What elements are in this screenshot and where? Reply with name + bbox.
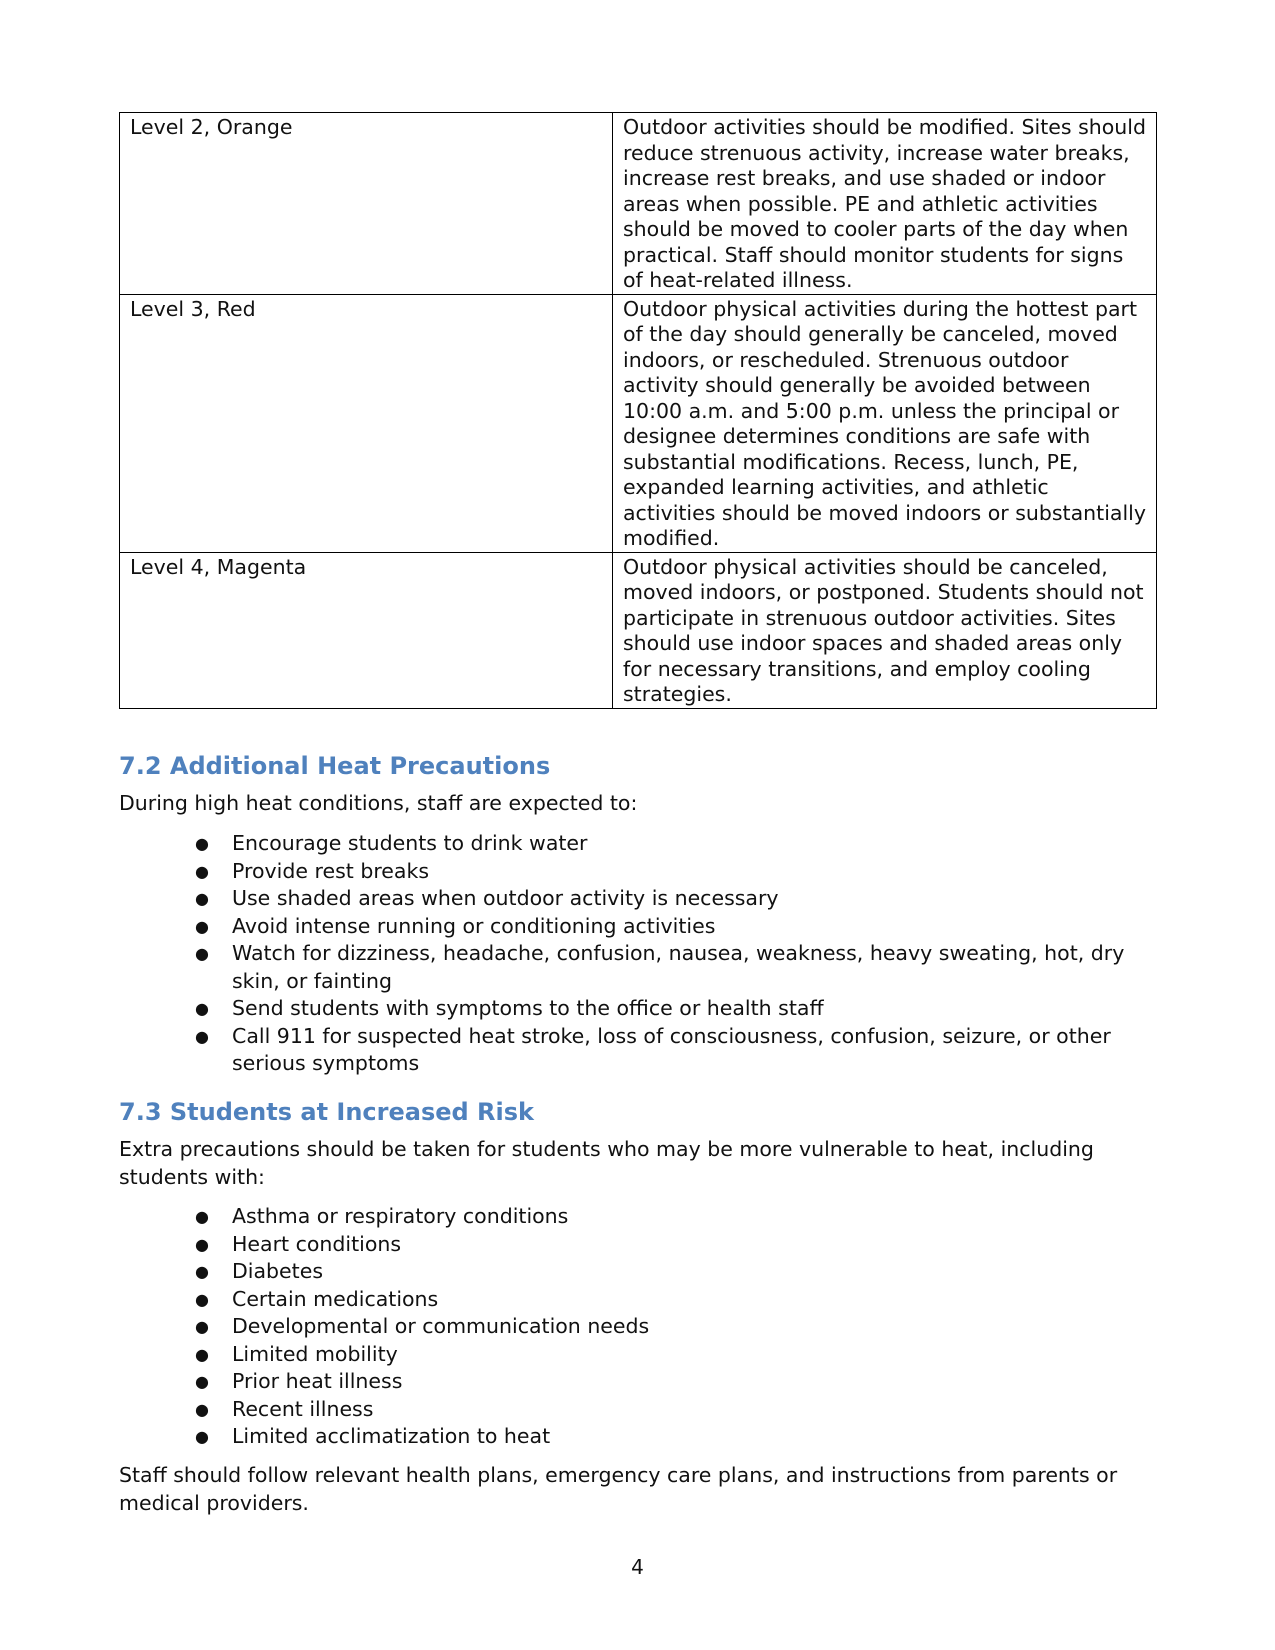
- bullet-icon: ●: [195, 1234, 209, 1254]
- list-item: ● Limited acclimatization to heat: [195, 1423, 1155, 1451]
- section-intro-7-2: During high heat conditions, staff are expected to:: [119, 791, 638, 815]
- page-number: 4: [631, 1555, 644, 1579]
- bullet-icon: ●: [195, 889, 209, 908]
- section-heading-7-3: 7.3 Students at Increased Risk: [119, 1098, 534, 1126]
- bullet-icon: ●: [195, 1026, 209, 1046]
- list-item: ● Asthma or respiratory conditions: [195, 1203, 1155, 1231]
- bullet-icon: ●: [195, 999, 209, 1018]
- heat-precautions-list: [195, 830, 1155, 1078]
- list-item: ● Encourage students to drink water: [195, 830, 1155, 858]
- closing-paragraph: Staff should follow relevant health plans, emergency care plans, and instructions from parents or medical providers.: [119, 1463, 1118, 1515]
- bullet-icon: ●: [195, 944, 209, 963]
- list-item: ● Avoid intense running or conditioning activities: [195, 913, 1155, 941]
- level-cell: Level 3, Red: [120, 294, 613, 552]
- bullet-icon: ●: [195, 1262, 209, 1281]
- table-row: [120, 113, 1157, 295]
- level-cell: Level 2, Orange: [120, 113, 613, 295]
- section-intro-7-3: Extra precautions should be taken for students who may be more vulnerable to heat, including students with:: [119, 1137, 1094, 1189]
- list-item: ● Prior heat illness: [195, 1368, 1155, 1396]
- list-item: ● Provide rest breaks: [195, 858, 1155, 886]
- bullet-icon: ●: [195, 1289, 209, 1309]
- level-cell: Level 4, Magenta: [120, 552, 613, 708]
- risk-factors-list: [195, 1203, 1155, 1451]
- bullet-icon: ●: [195, 1399, 209, 1419]
- list-item: ● Limited mobility: [195, 1341, 1155, 1369]
- table-row: [120, 552, 1157, 708]
- bullet-icon: ●: [195, 834, 209, 853]
- bullet-icon: ●: [195, 1427, 209, 1446]
- heat-level-table: [119, 112, 1157, 709]
- guidance-cell: Outdoor activities should be modified. Sites should reduce strenuous activity, increase water breaks, increase rest breaks, and use shaded or indoor areas when possible. PE and athletic activities should be moved to cooler parts of the day when practical. Staff should monitor students for signs of heat-related illness.: [613, 113, 1157, 295]
- bullet-icon: ●: [195, 1207, 209, 1226]
- list-item: ● Call 911 for suspected heat stroke, loss of consciousness, confusion, seizure, or other serious symptoms: [195, 1023, 1111, 1075]
- guidance-cell: Outdoor physical activities during the hottest part of the day should generally be canceled, moved indoors, or rescheduled. Strenuous outdoor activity should generally be avoided between 10:00 a.m. and 5:00 p.m. unless the principal or designee determines conditions are safe with substantial modifications. Recess, lunch, PE, expanded learning activities, and athletic activities should be moved indoors or substantially modified.: [613, 294, 1157, 552]
- list-item: ● Watch for dizziness, headache, confusion, nausea, weakness, heavy sweating, hot, dry skin, or fainting: [195, 941, 1125, 993]
- list-item: ● Recent illness: [195, 1396, 1155, 1424]
- list-item: ● Send students with symptoms to the office or health staff: [195, 995, 1155, 1023]
- list-item: ● Developmental or communication needs: [195, 1313, 1155, 1341]
- bullet-icon: ●: [195, 861, 209, 881]
- section-heading-7-2: 7.2 Additional Heat Precautions: [119, 752, 551, 780]
- bullet-icon: ●: [195, 916, 209, 936]
- list-item: ● Certain medications: [195, 1286, 1155, 1314]
- list-item: ● Heart conditions: [195, 1231, 1155, 1259]
- list-item: ● Diabetes: [195, 1258, 1155, 1286]
- bullet-icon: ●: [195, 1372, 209, 1391]
- table-row: [120, 294, 1157, 552]
- bullet-icon: ●: [195, 1317, 209, 1336]
- list-item: ● Use shaded areas when outdoor activity is necessary: [195, 885, 1155, 913]
- guidance-cell: Outdoor physical activities should be canceled, moved indoors, or postponed. Students should not participate in strenuous outdoor activities. Sites should use indoor spaces and shaded areas only for necessary transitions, and employ cooling strategies.: [613, 552, 1157, 708]
- bullet-icon: ●: [195, 1344, 209, 1364]
